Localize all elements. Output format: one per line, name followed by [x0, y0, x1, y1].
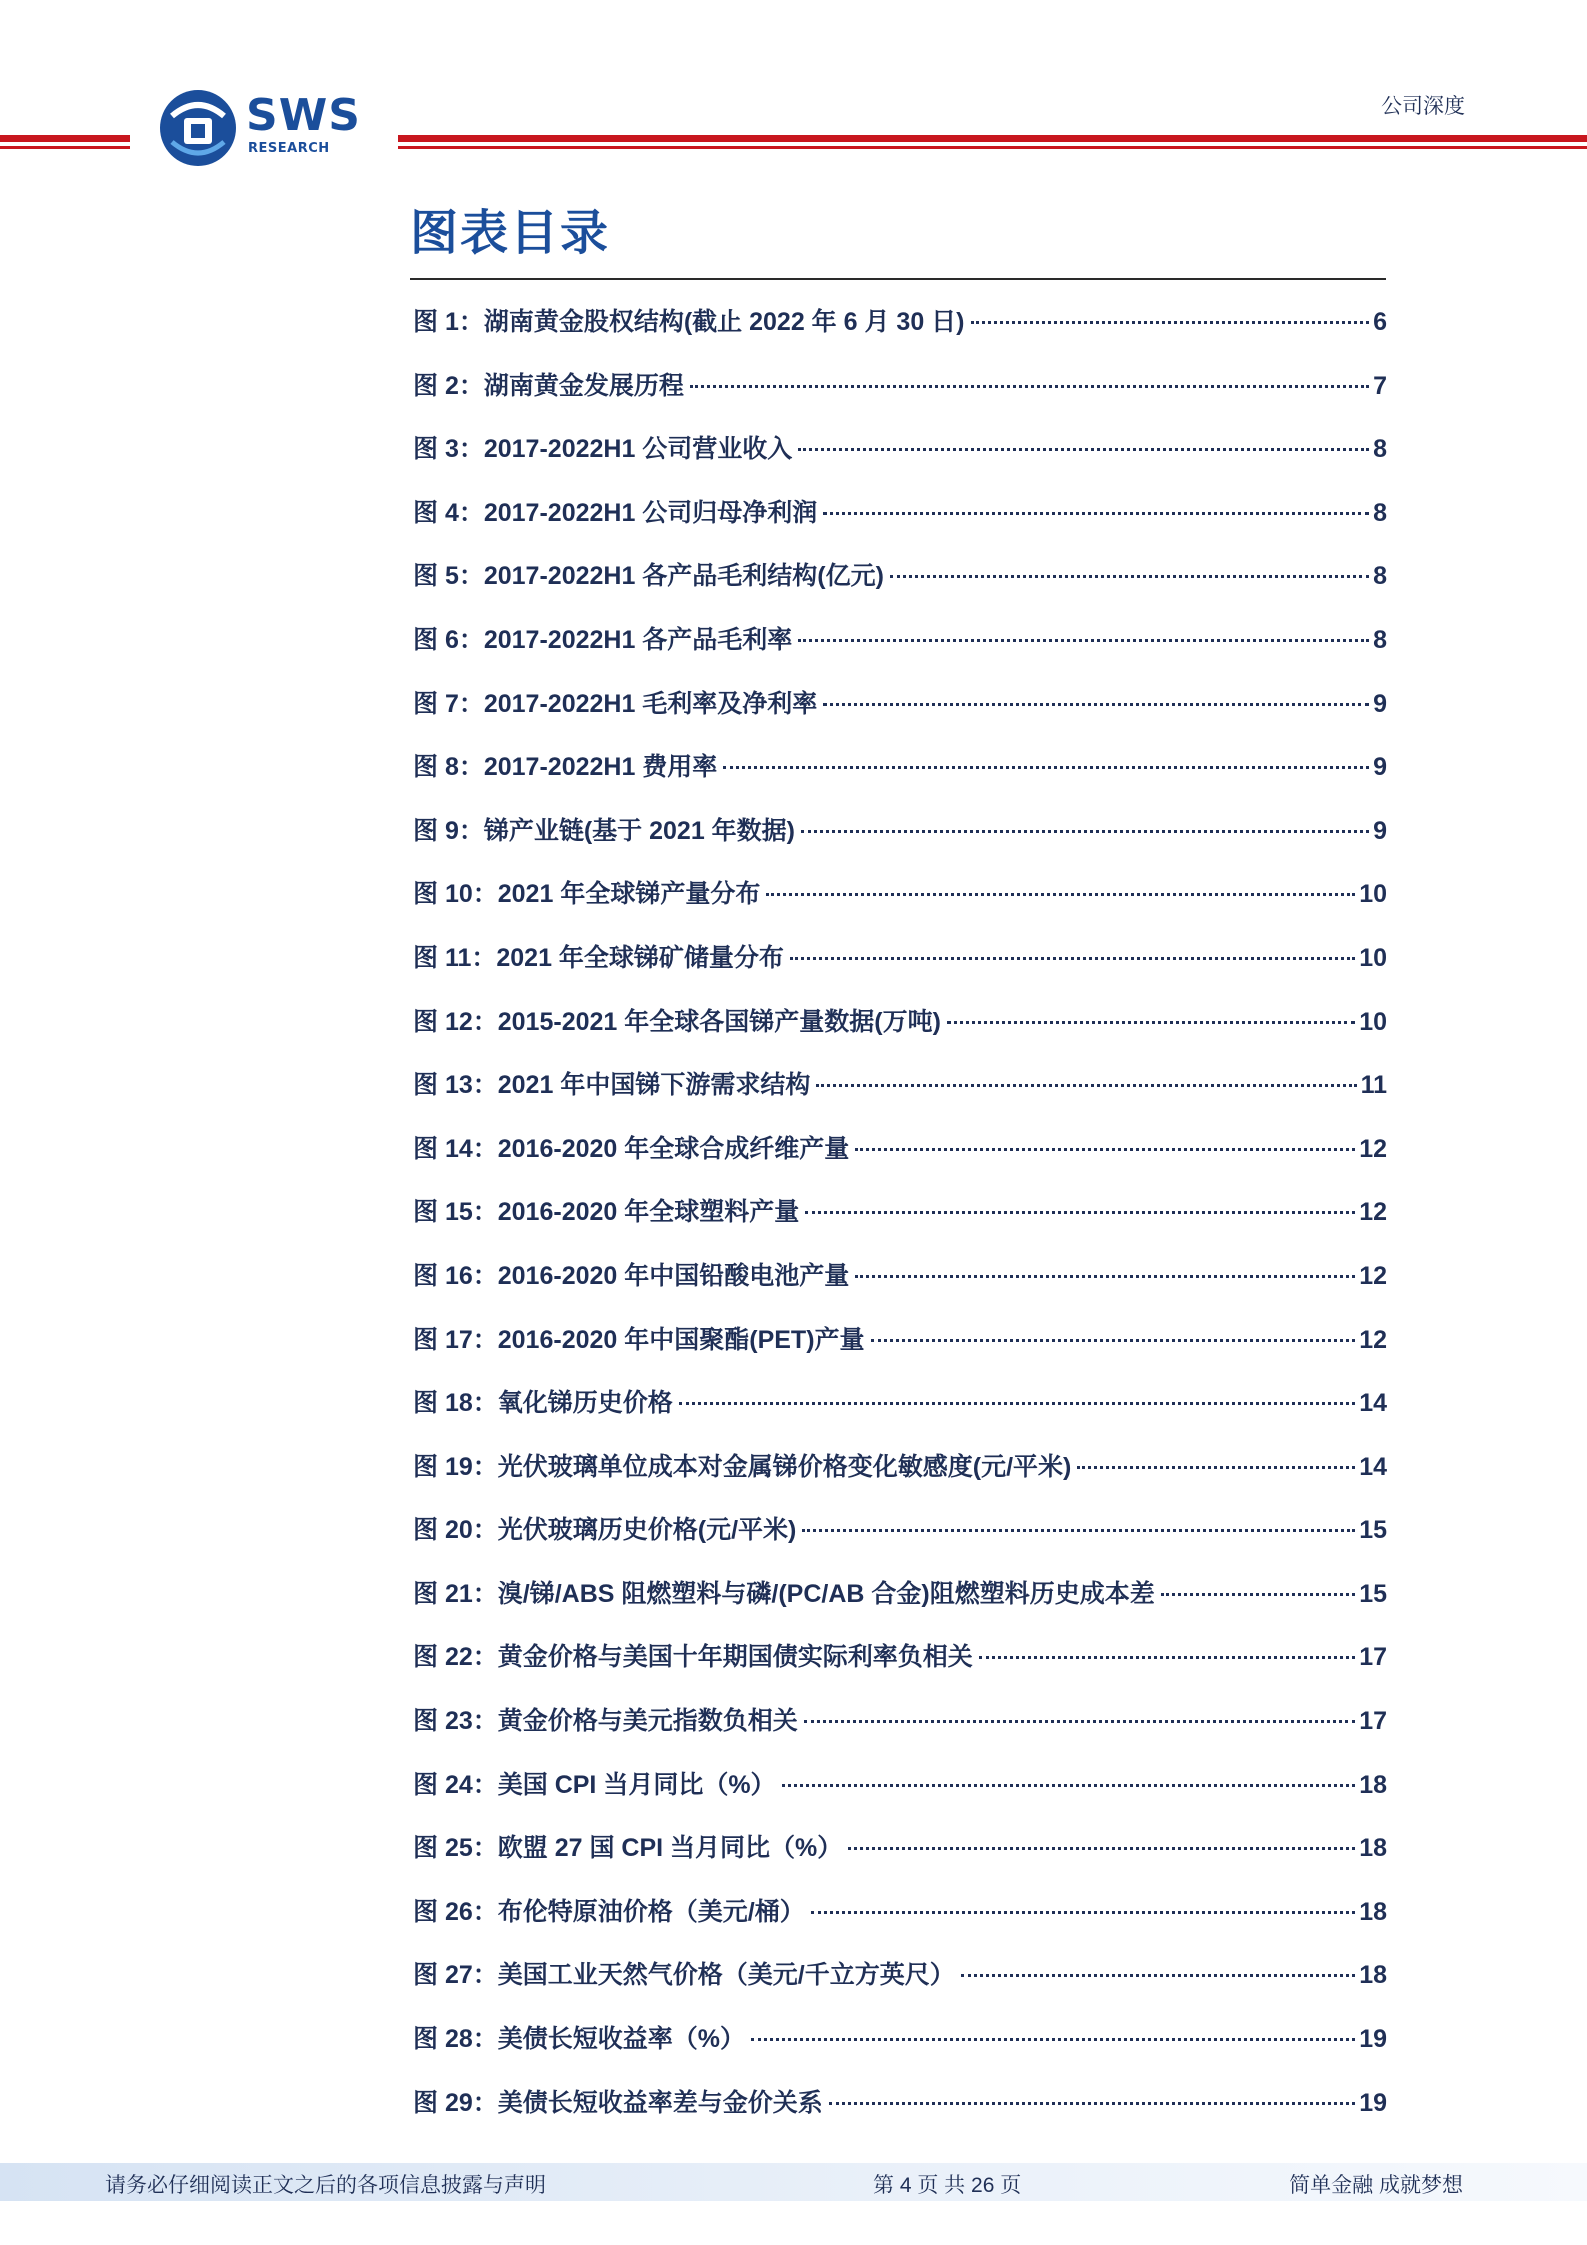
toc-item[interactable]	[413, 2083, 1387, 2147]
toc-item[interactable]	[413, 1574, 1387, 1638]
toc-item[interactable]	[413, 811, 1387, 875]
toc-leader-dots	[751, 2038, 1355, 2041]
toc-item-label: 图 21：溴/锑/ABS 阻燃塑料与磷/(PC/AB 合金)阻燃塑料历史成本差	[413, 1579, 1155, 1608]
footer-page-number: 第 4 页 共 26 页	[873, 2174, 1022, 2197]
toc-item-label: 图 22：黄金价格与美国十年期国债实际利率负相关	[413, 1643, 973, 1672]
toc-item[interactable]	[413, 302, 1387, 366]
toc-item-label: 图 14：2016-2020 年全球合成纤维产量	[413, 1134, 850, 1163]
toc-item-label: 图 26：布伦特原油价格（美元/桶）	[413, 1897, 805, 1926]
toc-item-page: 15	[1359, 1579, 1387, 1608]
toc-leader-dots	[798, 448, 1369, 451]
toc-item-label: 图 6：2017-2022H1 各产品毛利率	[413, 625, 793, 654]
header-band-right	[398, 135, 1587, 149]
toc-item-page: 14	[1359, 1452, 1387, 1481]
toc-item-page: 10	[1359, 943, 1387, 972]
logo-name: SWS	[246, 90, 361, 141]
toc-item-page: 15	[1359, 1516, 1387, 1545]
toc-leader-dots	[723, 766, 1369, 769]
toc-item[interactable]	[413, 1002, 1387, 1066]
toc-leader-dots	[782, 1784, 1356, 1787]
toc-leader-dots	[790, 957, 1355, 960]
toc-item-page: 10	[1359, 1007, 1387, 1036]
title-divider	[410, 278, 1386, 280]
toc-item[interactable]	[413, 1192, 1387, 1256]
sws-logo	[158, 88, 388, 168]
toc-item[interactable]	[413, 1892, 1387, 1956]
toc-item-label: 图 2：湖南黄金发展历程	[413, 371, 684, 400]
toc-item-page: 19	[1359, 2025, 1387, 2054]
toc-item-label: 图 15：2016-2020 年全球塑料产量	[413, 1198, 800, 1227]
toc-item[interactable]	[413, 556, 1387, 620]
toc-item[interactable]	[413, 1256, 1387, 1320]
toc-item[interactable]	[413, 1065, 1387, 1129]
toc-item-label: 图 11：2021 年全球锑矿储量分布	[413, 943, 784, 972]
toc-item-label: 图 13：2021 年中国锑下游需求结构	[413, 1071, 811, 1100]
toc-leader-dots	[766, 893, 1355, 896]
toc-item[interactable]	[413, 1129, 1387, 1193]
toc-item[interactable]	[413, 684, 1387, 748]
toc-leader-dots	[811, 1911, 1355, 1914]
toc-item-label: 图 10：2021 年全球锑产量分布	[413, 880, 761, 909]
toc-leader-dots	[690, 385, 1369, 388]
toc-leader-dots	[679, 1402, 1355, 1405]
header-doc-type: 公司深度	[1381, 95, 1465, 118]
toc-item-page: 17	[1359, 1643, 1387, 1672]
toc-item[interactable]	[413, 366, 1387, 430]
toc-item-page: 14	[1359, 1389, 1387, 1418]
toc-item-label: 图 9：锑产业链(基于 2021 年数据)	[413, 816, 796, 845]
toc-item-label: 图 24：美国 CPI 当月同比（%）	[413, 1770, 776, 1799]
toc-item-label: 图 28：美债长短收益率（%）	[413, 2025, 745, 2054]
header-band-left	[0, 135, 130, 149]
toc-item[interactable]	[413, 938, 1387, 1002]
toc-item[interactable]	[413, 1955, 1387, 2019]
toc-item-page: 6	[1373, 308, 1387, 336]
toc-item[interactable]	[413, 1510, 1387, 1574]
toc-item-page: 12	[1359, 1198, 1387, 1227]
toc-leader-dots	[971, 321, 1370, 324]
toc-leader-dots	[848, 1847, 1355, 1850]
footer-slogan: 简单金融 成就梦想	[1289, 2174, 1463, 2197]
toc-item-label: 图 20：光伏玻璃历史价格(元/平米)	[413, 1516, 797, 1545]
toc-item[interactable]	[413, 1765, 1387, 1829]
toc-item-label: 图 18：氧化锑历史价格	[413, 1389, 673, 1418]
toc-item-page: 18	[1359, 1897, 1387, 1926]
toc-item-label: 图 27：美国工业天然气价格（美元/千立方英尺）	[413, 1961, 955, 1990]
toc-item[interactable]	[413, 493, 1387, 557]
toc-item-page: 9	[1373, 816, 1387, 845]
toc-item-page: 11	[1360, 1071, 1387, 1100]
toc-item-label: 图 1：湖南黄金股权结构(截止 2022 年 6 月 30 日)	[413, 308, 965, 336]
toc-leader-dots	[1077, 1466, 1355, 1469]
toc-leader-dots	[890, 575, 1369, 578]
toc-item-label: 图 25：欧盟 27 国 CPI 当月同比（%）	[413, 1834, 843, 1863]
toc-item-label: 图 3：2017-2022H1 公司营业收入	[413, 435, 793, 464]
toc-item[interactable]	[413, 1701, 1387, 1765]
toc-item-page: 12	[1359, 1261, 1387, 1290]
toc-item-page: 10	[1359, 880, 1387, 909]
toc-item-page: 19	[1359, 2088, 1387, 2117]
toc-item-page: 8	[1373, 562, 1387, 591]
toc-item-page: 8	[1373, 625, 1387, 654]
toc-leader-dots	[947, 1021, 1355, 1024]
toc-item-label: 图 17：2016-2020 年中国聚酯(PET)产量	[413, 1325, 865, 1354]
toc-item[interactable]	[413, 747, 1387, 811]
toc-item-page: 8	[1373, 435, 1387, 464]
logo-subtitle: RESEARCH	[248, 141, 330, 156]
toc-item[interactable]	[413, 1637, 1387, 1701]
toc-leader-dots	[804, 1720, 1355, 1723]
toc-item[interactable]	[413, 1828, 1387, 1892]
toc-leader-dots	[823, 703, 1369, 706]
toc-item[interactable]	[413, 620, 1387, 684]
toc-item[interactable]	[413, 1383, 1387, 1447]
sws-logo-icon	[158, 88, 238, 168]
toc-leader-dots	[961, 1974, 1355, 1977]
toc-item-label: 图 4：2017-2022H1 公司归母净利润	[413, 498, 818, 527]
toc-list	[413, 302, 1387, 2146]
toc-item-page: 18	[1359, 1770, 1387, 1799]
toc-item[interactable]	[413, 1320, 1387, 1384]
toc-item-page: 18	[1359, 1961, 1387, 1990]
toc-item-page: 9	[1373, 753, 1387, 782]
toc-item-page: 12	[1359, 1325, 1387, 1354]
toc-item-page: 9	[1373, 689, 1387, 718]
toc-item-label: 图 12：2015-2021 年全球各国锑产量数据(万吨)	[413, 1007, 941, 1036]
toc-item-label: 图 7：2017-2022H1 毛利率及净利率	[413, 689, 818, 718]
toc-leader-dots	[801, 830, 1369, 833]
toc-leader-dots	[871, 1339, 1356, 1342]
footer-disclaimer: 请务必仔细阅读正文之后的各项信息披露与声明	[105, 2174, 546, 2197]
toc-leader-dots	[805, 1211, 1355, 1214]
toc-item-page: 12	[1359, 1134, 1387, 1163]
toc-item-page: 8	[1373, 498, 1387, 527]
toc-item-page: 18	[1359, 1834, 1387, 1863]
toc-leader-dots	[823, 512, 1369, 515]
page-title: 图表目录	[410, 207, 611, 260]
toc-leader-dots	[816, 1084, 1356, 1087]
toc-leader-dots	[798, 639, 1369, 642]
toc-item-page: 7	[1373, 371, 1387, 400]
toc-leader-dots	[855, 1148, 1355, 1151]
toc-item-label: 图 8：2017-2022H1 费用率	[413, 753, 718, 782]
toc-leader-dots	[979, 1656, 1355, 1659]
toc-leader-dots	[802, 1529, 1355, 1532]
toc-item-label: 图 5：2017-2022H1 各产品毛利结构(亿元)	[413, 562, 884, 591]
toc-item-page: 17	[1359, 1707, 1387, 1736]
toc-item[interactable]	[413, 2019, 1387, 2083]
toc-leader-dots	[1161, 1593, 1355, 1596]
toc-item[interactable]	[413, 429, 1387, 493]
toc-item[interactable]	[413, 1447, 1387, 1511]
toc-leader-dots	[829, 2102, 1355, 2105]
toc-item-label: 图 29：美债长短收益率差与金价关系	[413, 2088, 823, 2117]
toc-item-label: 图 16：2016-2020 年中国铅酸电池产量	[413, 1261, 850, 1290]
toc-item-label: 图 23：黄金价格与美元指数负相关	[413, 1707, 798, 1736]
toc-item[interactable]	[413, 874, 1387, 938]
toc-item-label: 图 19：光伏玻璃单位成本对金属锑价格变化敏感度(元/平米)	[413, 1452, 1072, 1481]
toc-leader-dots	[855, 1275, 1355, 1278]
